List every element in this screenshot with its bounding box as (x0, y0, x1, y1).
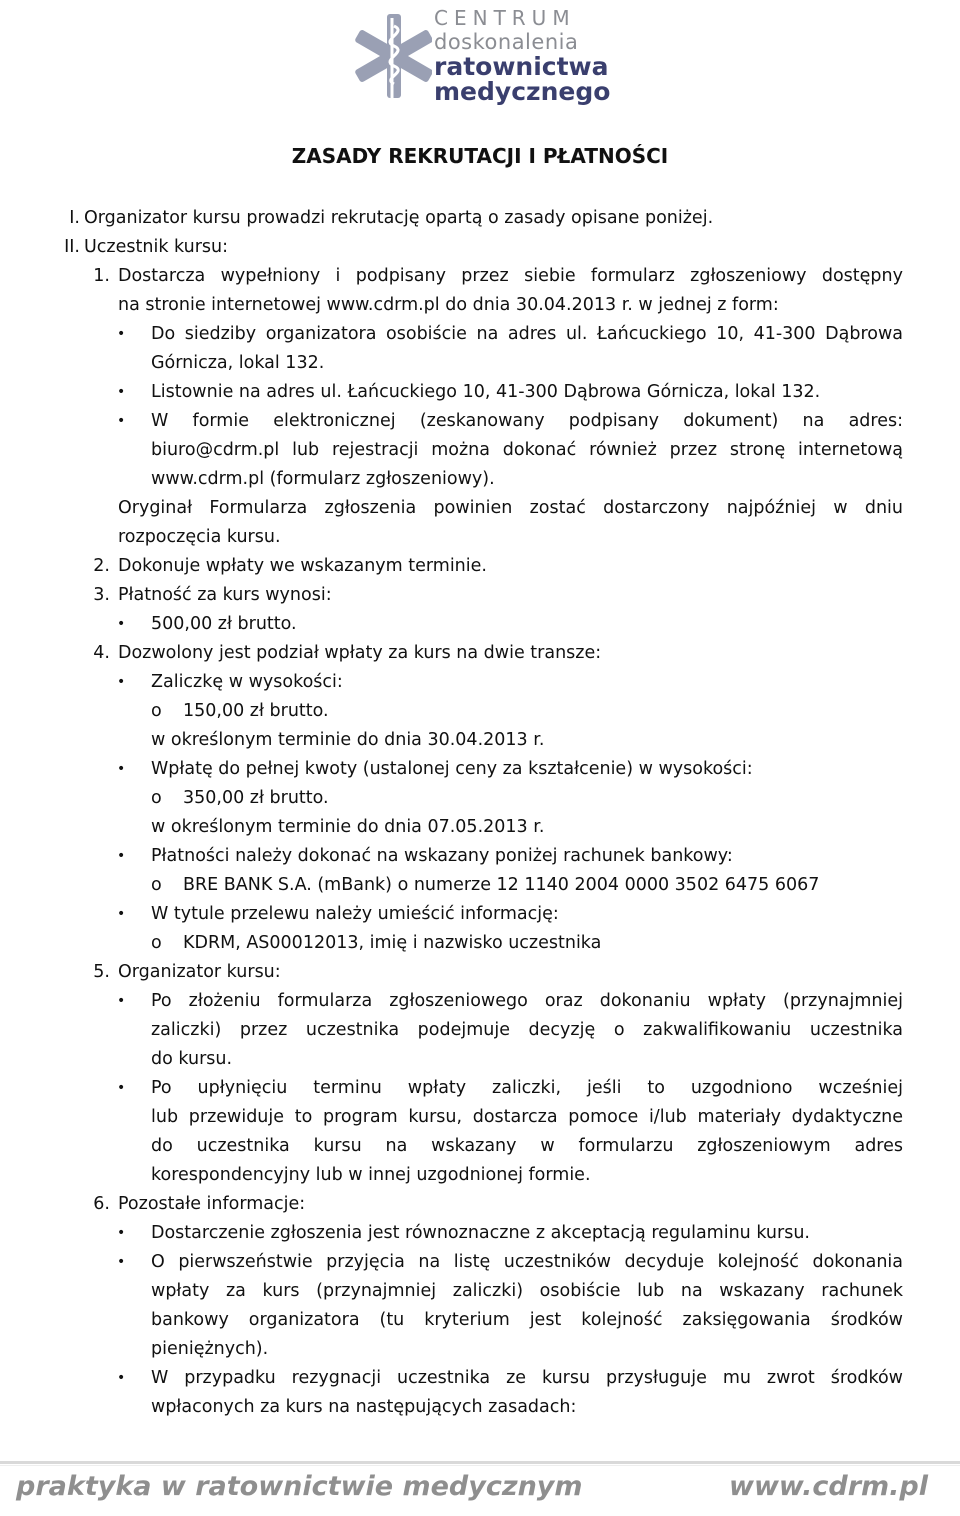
line-text: korespondencyjny lub w innej uzgodnionej formie. (151, 1165, 591, 1185)
line-text: Po złożeniu formularza zgłoszeniowego oraz dokonaniu wpłaty (przynajmniej (151, 991, 903, 1011)
document-line (0, 552, 960, 581)
document-line (0, 958, 960, 987)
line-text: Listownie na adres ul. Łańcuckiego 10, 41-300 Dąbrowa Górnicza, lokal 132. (151, 382, 821, 402)
bullet-icon: • (117, 906, 126, 922)
bullet-icon: • (117, 674, 126, 690)
bullet-icon: • (117, 761, 126, 777)
bullet-icon: • (117, 993, 126, 1009)
line-text: Wpłatę do pełnej kwoty (ustalonej ceny za kształcenie) w wysokości: (151, 759, 753, 779)
document-line (0, 900, 960, 929)
line-text: W formie elektronicznej (zeskanowany podpisany dokument) na adres: (151, 411, 903, 431)
list-marker: 5. (93, 962, 110, 982)
document-line (0, 407, 960, 436)
line-text: www.cdrm.pl (formularz zgłoszeniowy). (151, 469, 495, 489)
footer-divider (0, 1461, 960, 1464)
bullet-icon: • (117, 413, 126, 429)
bullet-icon: • (117, 384, 126, 400)
bullet-icon: • (117, 326, 126, 342)
line-text: KDRM, AS00012013, imię i nazwisko uczestnika (183, 933, 602, 953)
document-line (0, 1074, 960, 1103)
line-text: pieniężnych). (151, 1339, 269, 1359)
bullet-icon: • (117, 848, 126, 864)
line-text: Płatności należy dokonać na wskazany poniżej rachunek bankowy: (151, 846, 733, 866)
document-line (0, 378, 960, 407)
line-text: na stronie internetowej www.cdrm.pl do dnia 30.04.2013 r. w jednej z form: (118, 295, 779, 315)
document-line (0, 320, 960, 349)
logo-line-doskonalenia: doskonalenia (434, 30, 579, 54)
line-text: W przypadku rezygnacji uczestnika ze kursu przysługuje mu zwrot środków (151, 1368, 903, 1388)
sub-bullet-marker: o (151, 788, 162, 808)
document-line (0, 291, 960, 320)
bullet-icon: • (117, 1370, 126, 1386)
document-line (0, 523, 960, 552)
list-marker: 4. (93, 643, 110, 663)
line-text: zaliczki) przez uczestnika podejmuje decyzję o zakwalifikowaniu uczestnika (151, 1020, 903, 1040)
document-line (0, 668, 960, 697)
document-line (0, 1190, 960, 1219)
bullet-icon: • (117, 616, 126, 632)
document-line (0, 1132, 960, 1161)
logo-line-medycznego: medycznego (434, 77, 611, 106)
footer-divider-thin (0, 1465, 960, 1466)
line-text: w określonym terminie do dnia 30.04.2013 r. (151, 730, 545, 750)
list-marker: 2. (93, 556, 110, 576)
line-text: Po upłynięciu terminu wpłaty zaliczki, jeśli to uzgodniono wcześniej (151, 1078, 903, 1098)
document-line (0, 610, 960, 639)
document-line (0, 1219, 960, 1248)
list-marker: I. (69, 208, 80, 228)
line-text: Organizator kursu: (118, 962, 281, 982)
document-line (0, 581, 960, 610)
list-marker: 1. (93, 266, 110, 286)
document-line (0, 813, 960, 842)
bullet-icon: • (117, 1254, 126, 1270)
document-line (0, 204, 960, 233)
sub-bullet-marker: o (151, 933, 162, 953)
document-line (0, 1016, 960, 1045)
line-text: do kursu. (151, 1049, 233, 1069)
bullet-icon: • (117, 1080, 126, 1096)
document-line (0, 1277, 960, 1306)
footer-tagline: praktyka w ratownictwie medycznym (16, 1471, 583, 1502)
document-line (0, 842, 960, 871)
logo (352, 6, 611, 106)
line-text: Uczestnik kursu: (84, 237, 228, 257)
document-line (0, 465, 960, 494)
line-text: Płatność za kurs wynosi: (118, 585, 332, 605)
logo-line-centrum: CENTRUM (434, 6, 576, 30)
line-text: do uczestnika kursu na wskazany w formularzu zgłoszeniowym adres (151, 1136, 903, 1156)
line-text: 500,00 zł brutto. (151, 614, 297, 634)
document-line (0, 871, 960, 900)
document-line (0, 1045, 960, 1074)
document-line (0, 233, 960, 262)
star-of-life-icon (352, 6, 432, 106)
document-line (0, 1161, 960, 1190)
document-line (0, 639, 960, 668)
document-line (0, 1248, 960, 1277)
list-marker: 6. (93, 1194, 110, 1214)
line-text: Zaliczkę w wysokości: (151, 672, 343, 692)
sub-bullet-marker: o (151, 875, 162, 895)
document-line (0, 929, 960, 958)
bullet-icon: • (117, 1225, 126, 1241)
list-marker: II. (64, 237, 80, 257)
document-body (0, 204, 960, 1422)
line-text: wpłaconych za kurs na następujących zasadach: (151, 1397, 577, 1417)
line-text: 350,00 zł brutto. (183, 788, 329, 808)
line-text: biuro@cdrm.pl lub rejestracji można dokonać również przez stronę internetową (151, 440, 903, 460)
line-text: Dozwolony jest podział wpłaty za kurs na dwie transze: (118, 643, 602, 663)
line-text: Do siedziby organizatora osobiście na adres ul. Łańcuckiego 10, 41-300 Dąbrowa (151, 324, 903, 344)
line-text: w określonym terminie do dnia 07.05.2013 r. (151, 817, 545, 837)
line-text: Pozostałe informacje: (118, 1194, 306, 1214)
document-title: ZASADY REKRUTACJI I PŁATNOŚCI (291, 144, 669, 168)
document-line (0, 697, 960, 726)
document-line (0, 726, 960, 755)
document-line (0, 436, 960, 465)
document-line (0, 987, 960, 1016)
line-text: Oryginał Formularza zgłoszenia powinien zostać dostarczony najpóźniej w dniu (118, 498, 903, 518)
document-line (0, 494, 960, 523)
line-text: wpłaty za kurs (przynajmniej zaliczki) osobiście lub na wskazany rachunek (151, 1281, 903, 1301)
sub-bullet-marker: o (151, 701, 162, 721)
line-text: Organizator kursu prowadzi rekrutację opartą o zasady opisane poniżej. (84, 208, 714, 228)
line-text: 150,00 zł brutto. (183, 701, 329, 721)
logo-line-ratownictwa: ratownictwa (434, 52, 609, 81)
line-text: lub przewiduje to program kursu, dostarcza pomoce i/lub materiały dydaktyczne (151, 1107, 903, 1127)
document-line (0, 1306, 960, 1335)
line-text: Górnicza, lokal 132. (151, 353, 325, 373)
line-text: Dostarczenie zgłoszenia jest równoznaczne z akceptacją regulaminu kursu. (151, 1223, 810, 1243)
document-line (0, 784, 960, 813)
line-text: O pierwszeństwie przyjęcia na listę uczestników decyduje kolejność dokonania (151, 1252, 903, 1272)
document-line (0, 1335, 960, 1364)
document-line (0, 755, 960, 784)
line-text: W tytule przelewu należy umieścić informację: (151, 904, 559, 924)
document-line (0, 262, 960, 291)
document-line (0, 349, 960, 378)
document-line (0, 1364, 960, 1393)
line-text: bankowy organizatora (tu kryterium jest kolejność zaksięgowania środków (151, 1310, 903, 1330)
footer-website: www.cdrm.pl (729, 1471, 928, 1502)
line-text: Dokonuje wpłaty we wskazanym terminie. (118, 556, 487, 576)
document-line (0, 1103, 960, 1132)
list-marker: 3. (93, 585, 110, 605)
line-text: Dostarcza wypełniony i podpisany przez siebie formularz zgłoszeniowy dostępny (118, 266, 903, 286)
line-text: rozpoczęcia kursu. (118, 527, 281, 547)
document-line (0, 1393, 960, 1422)
line-text: BRE BANK S.A. (mBank) o numerze 12 1140 2004 0000 3502 6475 6067 (183, 875, 820, 895)
